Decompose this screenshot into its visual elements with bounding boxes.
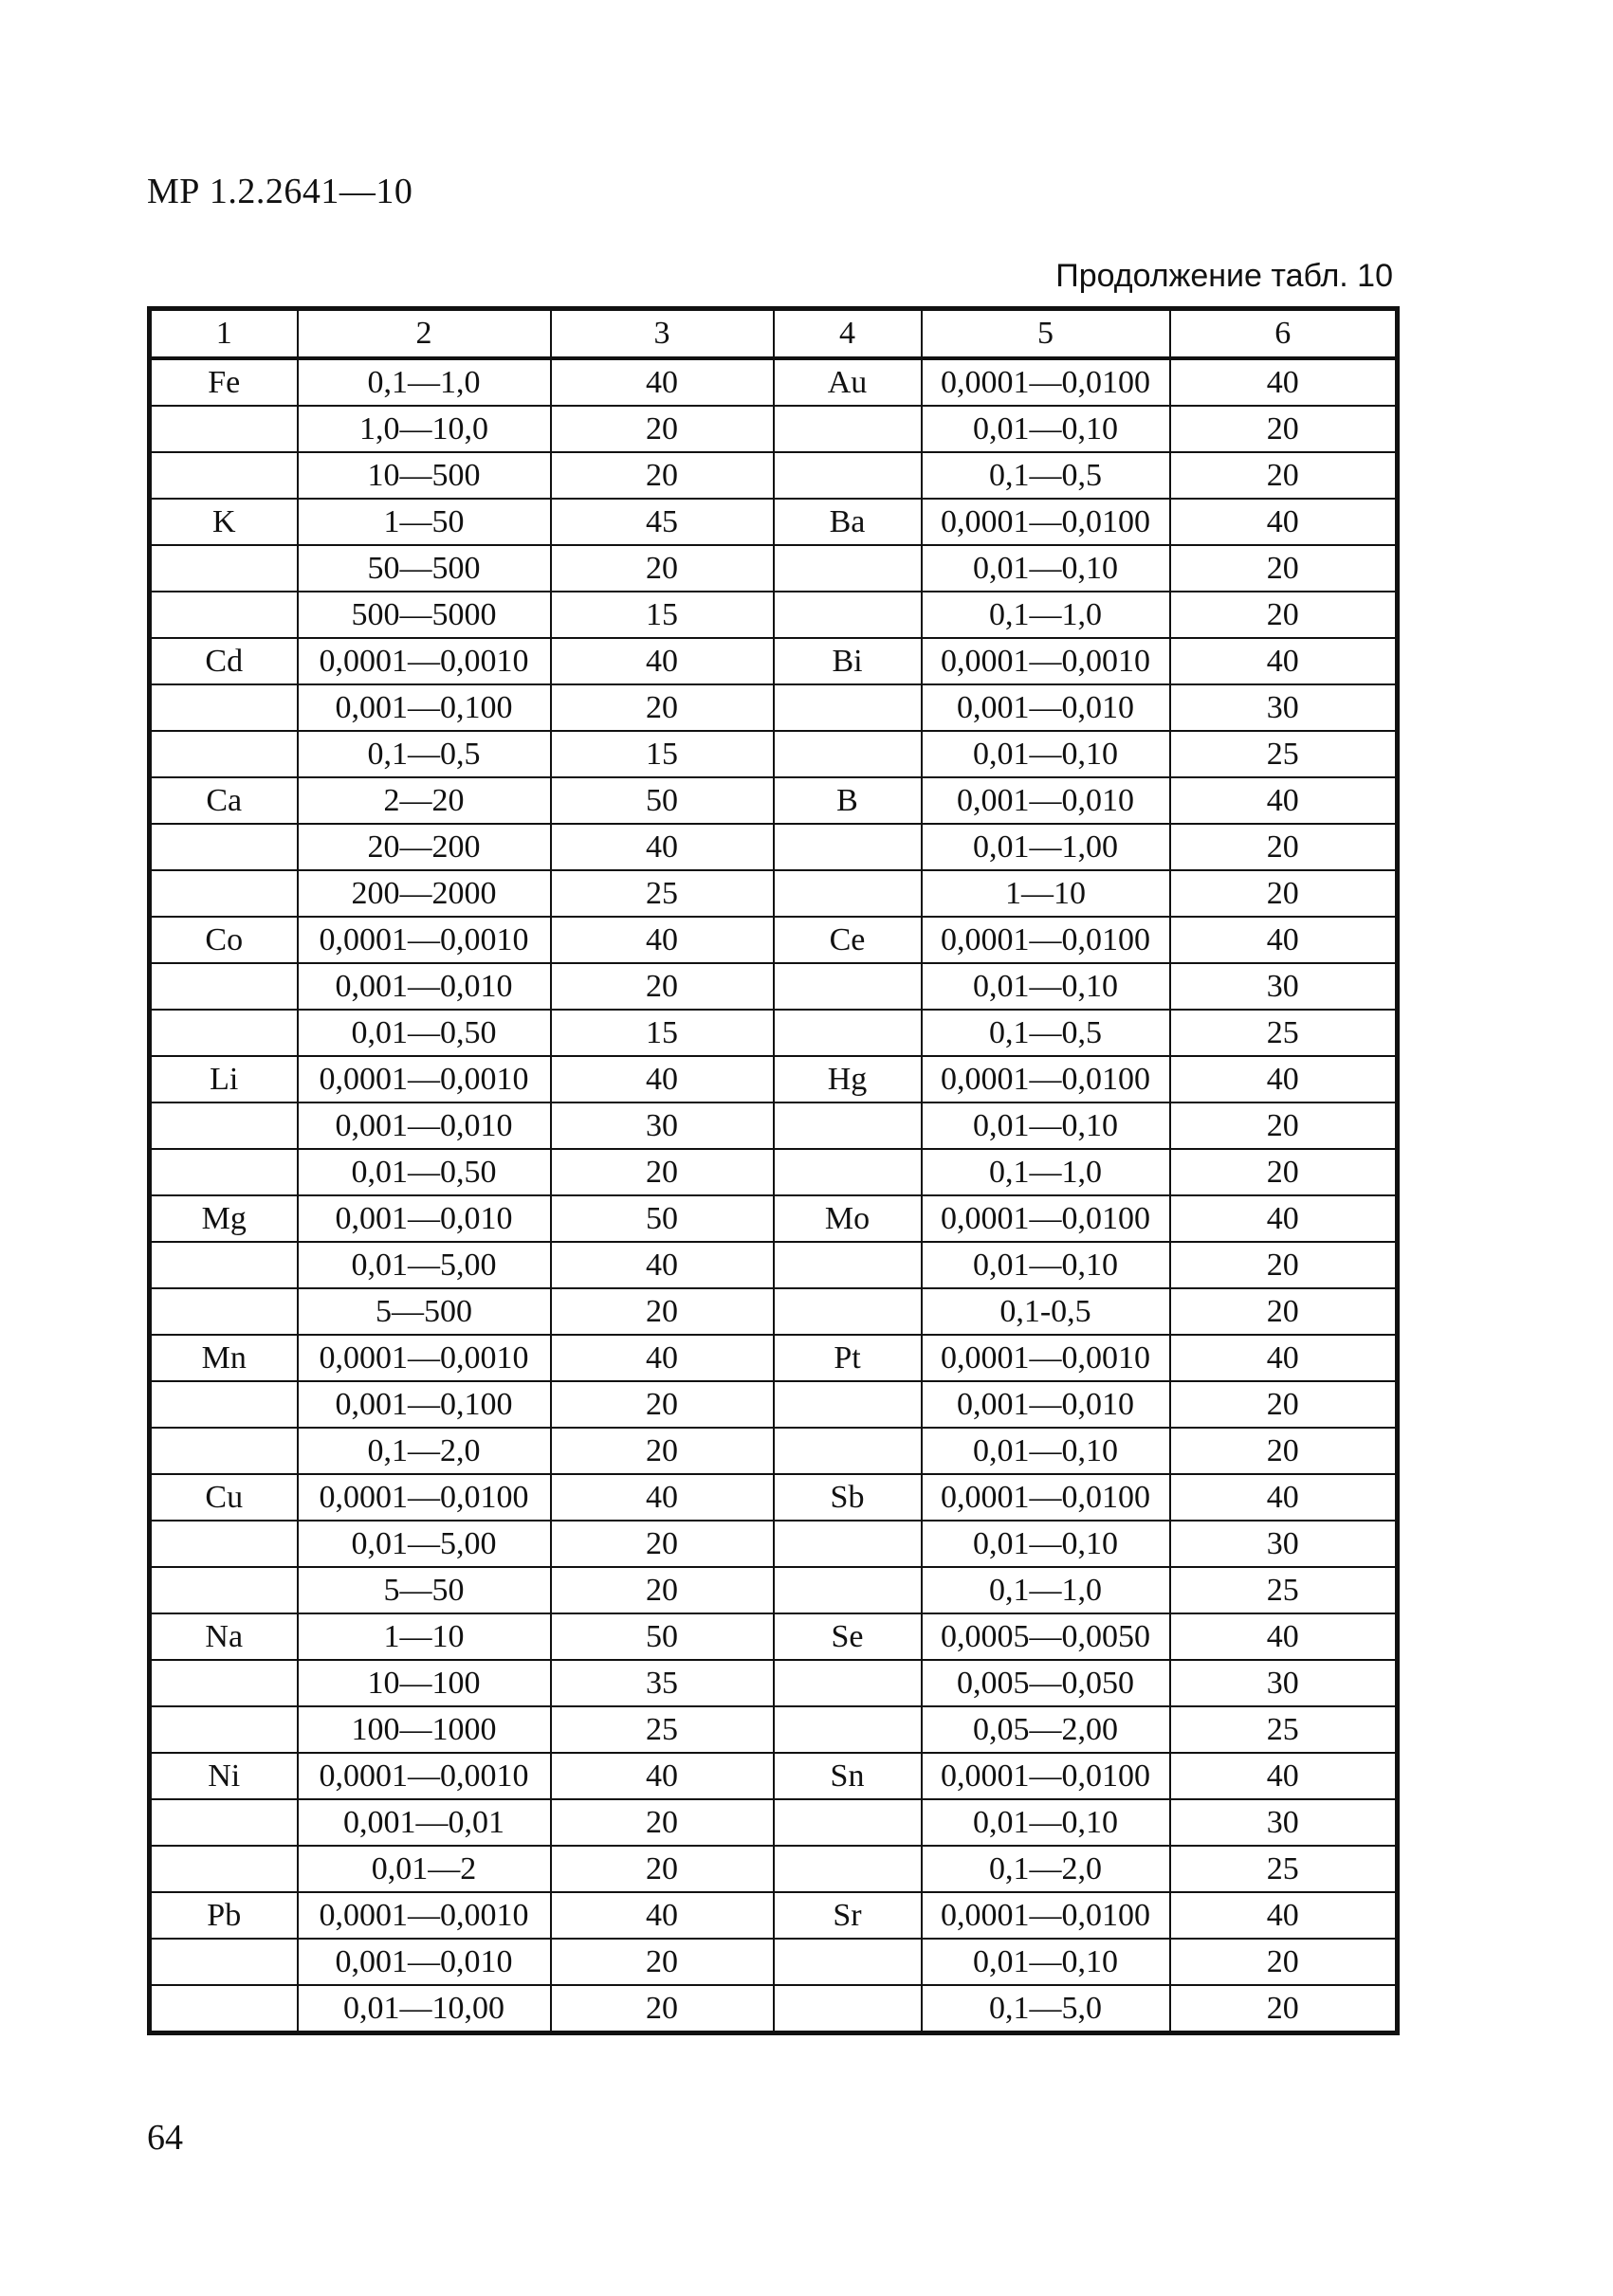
range-cell: 0,01—10,00 bbox=[298, 1985, 551, 2033]
error-cell: 20 bbox=[551, 1799, 774, 1846]
range-cell: 0,0005—0,0050 bbox=[922, 1613, 1170, 1660]
error-cell: 20 bbox=[551, 1567, 774, 1613]
table-row bbox=[150, 1521, 1398, 1567]
range-cell: 0,05—2,00 bbox=[922, 1706, 1170, 1753]
element-cell bbox=[774, 731, 922, 777]
range-cell: 0,01—2 bbox=[298, 1846, 551, 1892]
element-cell bbox=[150, 870, 298, 917]
error-cell: 40 bbox=[1170, 1613, 1398, 1660]
range-cell: 0,0001—0,0010 bbox=[922, 1335, 1170, 1381]
table-row bbox=[150, 824, 1398, 870]
table-row bbox=[150, 684, 1398, 731]
range-cell: 0,0001—0,0010 bbox=[298, 638, 551, 684]
error-cell: 40 bbox=[1170, 917, 1398, 963]
range-cell: 0,01—0,10 bbox=[922, 963, 1170, 1010]
element-cell bbox=[774, 1428, 922, 1474]
range-cell: 0,01—0,10 bbox=[922, 1242, 1170, 1288]
table-row bbox=[150, 358, 1398, 406]
element-cell bbox=[774, 1939, 922, 1985]
table-row bbox=[150, 1753, 1398, 1799]
range-cell: 0,0001—0,0010 bbox=[298, 1753, 551, 1799]
error-cell: 20 bbox=[1170, 1428, 1398, 1474]
error-cell: 20 bbox=[551, 1521, 774, 1567]
range-cell: 0,0001—0,0100 bbox=[922, 1474, 1170, 1521]
error-cell: 20 bbox=[551, 406, 774, 452]
error-cell: 50 bbox=[551, 1613, 774, 1660]
error-cell: 40 bbox=[1170, 1474, 1398, 1521]
column-header: 4 bbox=[774, 309, 922, 359]
range-cell: 0,01—0,10 bbox=[922, 1799, 1170, 1846]
error-cell: 20 bbox=[551, 684, 774, 731]
range-cell: 0,0001—0,0100 bbox=[922, 1753, 1170, 1799]
element-cell bbox=[150, 1799, 298, 1846]
table-caption: Продолжение табл. 10 bbox=[1055, 258, 1393, 294]
range-cell: 0,0001—0,0100 bbox=[922, 1892, 1170, 1939]
error-cell: 40 bbox=[1170, 1335, 1398, 1381]
document-code: МР 1.2.2641—10 bbox=[147, 172, 413, 211]
element-cell bbox=[774, 545, 922, 592]
error-cell: 30 bbox=[1170, 963, 1398, 1010]
range-cell: 1—10 bbox=[298, 1613, 551, 1660]
element-cell: Ni bbox=[150, 1753, 298, 1799]
element-cell: Fe bbox=[150, 358, 298, 406]
element-cell: Ca bbox=[150, 777, 298, 824]
error-cell: 20 bbox=[551, 963, 774, 1010]
element-cell: B bbox=[774, 777, 922, 824]
element-cell bbox=[774, 406, 922, 452]
column-header: 5 bbox=[922, 309, 1170, 359]
range-cell: 5—500 bbox=[298, 1288, 551, 1335]
range-cell: 1,0—10,0 bbox=[298, 406, 551, 452]
range-cell: 0,001—0,01 bbox=[298, 1799, 551, 1846]
table-row bbox=[150, 1660, 1398, 1706]
error-cell: 20 bbox=[1170, 406, 1398, 452]
table-row bbox=[150, 1985, 1398, 2033]
range-cell: 0,0001—0,0010 bbox=[298, 1892, 551, 1939]
range-cell: 50—500 bbox=[298, 545, 551, 592]
element-cell bbox=[150, 1428, 298, 1474]
element-cell: Ba bbox=[774, 499, 922, 545]
element-cell bbox=[150, 963, 298, 1010]
element-cell bbox=[150, 1846, 298, 1892]
error-cell: 20 bbox=[551, 1288, 774, 1335]
table-row bbox=[150, 452, 1398, 499]
range-cell: 0,001—0,010 bbox=[922, 777, 1170, 824]
range-cell: 0,01—5,00 bbox=[298, 1521, 551, 1567]
table-row bbox=[150, 1567, 1398, 1613]
error-cell: 25 bbox=[1170, 1010, 1398, 1056]
error-cell: 30 bbox=[1170, 684, 1398, 731]
range-cell: 0,01—5,00 bbox=[298, 1242, 551, 1288]
range-cell: 100—1000 bbox=[298, 1706, 551, 1753]
error-cell: 40 bbox=[551, 1474, 774, 1521]
element-cell bbox=[774, 1288, 922, 1335]
element-cell: Pt bbox=[774, 1335, 922, 1381]
error-cell: 40 bbox=[551, 1335, 774, 1381]
element-cell bbox=[774, 1149, 922, 1195]
range-cell: 0,01—0,50 bbox=[298, 1010, 551, 1056]
error-cell: 20 bbox=[551, 1846, 774, 1892]
element-cell bbox=[150, 731, 298, 777]
table-row bbox=[150, 1056, 1398, 1102]
range-cell: 0,01—0,10 bbox=[922, 1102, 1170, 1149]
range-cell: 0,0001—0,0100 bbox=[922, 917, 1170, 963]
error-cell: 25 bbox=[551, 870, 774, 917]
element-cell bbox=[774, 1660, 922, 1706]
element-cell: K bbox=[150, 499, 298, 545]
element-cell bbox=[150, 1567, 298, 1613]
range-cell: 0,1-0,5 bbox=[922, 1288, 1170, 1335]
table-row bbox=[150, 917, 1398, 963]
element-cell bbox=[150, 1102, 298, 1149]
range-cell: 0,0001—0,0100 bbox=[922, 358, 1170, 406]
element-cell bbox=[150, 1939, 298, 1985]
range-cell: 0,0001—0,0100 bbox=[922, 1195, 1170, 1242]
column-header: 3 bbox=[551, 309, 774, 359]
range-cell: 500—5000 bbox=[298, 592, 551, 638]
error-cell: 25 bbox=[551, 1706, 774, 1753]
table-header-row bbox=[150, 309, 1398, 359]
error-cell: 20 bbox=[1170, 1381, 1398, 1428]
error-cell: 40 bbox=[551, 917, 774, 963]
range-cell: 0,1—1,0 bbox=[922, 592, 1170, 638]
table-row bbox=[150, 592, 1398, 638]
error-cell: 20 bbox=[551, 1985, 774, 2033]
element-cell bbox=[150, 592, 298, 638]
error-cell: 20 bbox=[1170, 1985, 1398, 2033]
range-cell: 0,01—0,10 bbox=[922, 1428, 1170, 1474]
error-cell: 40 bbox=[551, 1056, 774, 1102]
range-cell: 0,01—0,10 bbox=[922, 731, 1170, 777]
range-cell: 10—500 bbox=[298, 452, 551, 499]
table-row bbox=[150, 1799, 1398, 1846]
error-cell: 40 bbox=[551, 638, 774, 684]
element-cell bbox=[150, 1242, 298, 1288]
element-cell bbox=[774, 1706, 922, 1753]
error-cell: 40 bbox=[1170, 1195, 1398, 1242]
element-cell bbox=[774, 1381, 922, 1428]
range-cell: 0,001—0,010 bbox=[298, 1102, 551, 1149]
table-row bbox=[150, 777, 1398, 824]
error-cell: 20 bbox=[551, 545, 774, 592]
range-cell: 0,1—5,0 bbox=[922, 1985, 1170, 2033]
element-cell: Cd bbox=[150, 638, 298, 684]
element-cell bbox=[150, 1381, 298, 1428]
table-row bbox=[150, 1892, 1398, 1939]
range-cell: 0,0001—0,0010 bbox=[922, 638, 1170, 684]
element-cell bbox=[150, 1985, 298, 2033]
error-cell: 20 bbox=[551, 1381, 774, 1428]
error-cell: 50 bbox=[551, 777, 774, 824]
error-cell: 50 bbox=[551, 1195, 774, 1242]
table-row bbox=[150, 499, 1398, 545]
element-cell: Sr bbox=[774, 1892, 922, 1939]
element-cell bbox=[774, 684, 922, 731]
table-row bbox=[150, 1428, 1398, 1474]
error-cell: 40 bbox=[1170, 1892, 1398, 1939]
element-cell: Au bbox=[774, 358, 922, 406]
error-cell: 20 bbox=[1170, 452, 1398, 499]
error-cell: 40 bbox=[551, 1892, 774, 1939]
table-row bbox=[150, 1613, 1398, 1660]
range-cell: 0,01—1,00 bbox=[922, 824, 1170, 870]
element-cell bbox=[150, 1706, 298, 1753]
error-cell: 40 bbox=[1170, 358, 1398, 406]
element-cell: Na bbox=[150, 1613, 298, 1660]
table-row bbox=[150, 963, 1398, 1010]
error-cell: 40 bbox=[551, 1242, 774, 1288]
error-cell: 15 bbox=[551, 1010, 774, 1056]
element-cell bbox=[774, 1846, 922, 1892]
data-table bbox=[147, 306, 1400, 2035]
table-row bbox=[150, 870, 1398, 917]
table-row bbox=[150, 1242, 1398, 1288]
range-cell: 0,1—0,5 bbox=[922, 452, 1170, 499]
error-cell: 20 bbox=[1170, 592, 1398, 638]
error-cell: 15 bbox=[551, 592, 774, 638]
element-cell: Se bbox=[774, 1613, 922, 1660]
column-header: 1 bbox=[150, 309, 298, 359]
element-cell bbox=[774, 870, 922, 917]
error-cell: 20 bbox=[1170, 545, 1398, 592]
table-body bbox=[150, 358, 1398, 2033]
range-cell: 0,001—0,010 bbox=[922, 684, 1170, 731]
error-cell: 20 bbox=[551, 452, 774, 499]
range-cell: 0,001—0,010 bbox=[298, 963, 551, 1010]
element-cell bbox=[774, 1567, 922, 1613]
table-row bbox=[150, 1335, 1398, 1381]
error-cell: 40 bbox=[1170, 1753, 1398, 1799]
range-cell: 0,0001—0,0100 bbox=[298, 1474, 551, 1521]
element-cell bbox=[774, 1799, 922, 1846]
error-cell: 20 bbox=[1170, 824, 1398, 870]
element-cell bbox=[774, 1102, 922, 1149]
error-cell: 35 bbox=[551, 1660, 774, 1706]
error-cell: 25 bbox=[1170, 1706, 1398, 1753]
element-cell bbox=[774, 592, 922, 638]
table-row bbox=[150, 1474, 1398, 1521]
error-cell: 25 bbox=[1170, 731, 1398, 777]
range-cell: 0,1—2,0 bbox=[298, 1428, 551, 1474]
range-cell: 5—50 bbox=[298, 1567, 551, 1613]
range-cell: 0,01—0,10 bbox=[922, 406, 1170, 452]
range-cell: 2—20 bbox=[298, 777, 551, 824]
range-cell: 0,1—1,0 bbox=[298, 358, 551, 406]
error-cell: 30 bbox=[1170, 1799, 1398, 1846]
element-cell: Ce bbox=[774, 917, 922, 963]
error-cell: 40 bbox=[551, 1753, 774, 1799]
error-cell: 40 bbox=[551, 824, 774, 870]
range-cell: 10—100 bbox=[298, 1660, 551, 1706]
table-row bbox=[150, 1195, 1398, 1242]
element-cell: Mn bbox=[150, 1335, 298, 1381]
data-table-container bbox=[147, 306, 1395, 2035]
range-cell: 20—200 bbox=[298, 824, 551, 870]
range-cell: 0,1—0,5 bbox=[922, 1010, 1170, 1056]
error-cell: 40 bbox=[551, 358, 774, 406]
element-cell bbox=[150, 824, 298, 870]
element-cell: Co bbox=[150, 917, 298, 963]
element-cell: Li bbox=[150, 1056, 298, 1102]
table-row bbox=[150, 1939, 1398, 1985]
error-cell: 20 bbox=[1170, 870, 1398, 917]
element-cell: Mg bbox=[150, 1195, 298, 1242]
range-cell: 0,0001—0,0010 bbox=[298, 1056, 551, 1102]
range-cell: 0,1—2,0 bbox=[922, 1846, 1170, 1892]
range-cell: 200—2000 bbox=[298, 870, 551, 917]
error-cell: 30 bbox=[551, 1102, 774, 1149]
range-cell: 0,0001—0,0100 bbox=[922, 1056, 1170, 1102]
element-cell bbox=[150, 1149, 298, 1195]
range-cell: 0,01—0,10 bbox=[922, 1939, 1170, 1985]
range-cell: 0,001—0,010 bbox=[922, 1381, 1170, 1428]
error-cell: 30 bbox=[1170, 1660, 1398, 1706]
table-row bbox=[150, 731, 1398, 777]
element-cell: Sn bbox=[774, 1753, 922, 1799]
table-row bbox=[150, 1288, 1398, 1335]
error-cell: 20 bbox=[1170, 1149, 1398, 1195]
element-cell bbox=[774, 1242, 922, 1288]
table-row bbox=[150, 1846, 1398, 1892]
range-cell: 0,001—0,010 bbox=[298, 1195, 551, 1242]
error-cell: 15 bbox=[551, 731, 774, 777]
error-cell: 45 bbox=[551, 499, 774, 545]
table-row bbox=[150, 638, 1398, 684]
range-cell: 0,1—0,5 bbox=[298, 731, 551, 777]
range-cell: 0,01—0,10 bbox=[922, 545, 1170, 592]
range-cell: 0,0001—0,0010 bbox=[298, 1335, 551, 1381]
element-cell bbox=[150, 452, 298, 499]
table-row bbox=[150, 1149, 1398, 1195]
element-cell bbox=[150, 1521, 298, 1567]
error-cell: 30 bbox=[1170, 1521, 1398, 1567]
table-row bbox=[150, 1102, 1398, 1149]
range-cell: 0,005—0,050 bbox=[922, 1660, 1170, 1706]
element-cell: Hg bbox=[774, 1056, 922, 1102]
element-cell bbox=[774, 1985, 922, 2033]
error-cell: 20 bbox=[1170, 1242, 1398, 1288]
column-header: 2 bbox=[298, 309, 551, 359]
error-cell: 25 bbox=[1170, 1567, 1398, 1613]
range-cell: 0,0001—0,0100 bbox=[922, 499, 1170, 545]
range-cell: 0,001—0,100 bbox=[298, 1381, 551, 1428]
element-cell bbox=[774, 963, 922, 1010]
element-cell: Sb bbox=[774, 1474, 922, 1521]
element-cell bbox=[774, 1010, 922, 1056]
element-cell: Cu bbox=[150, 1474, 298, 1521]
table-row bbox=[150, 406, 1398, 452]
element-cell bbox=[774, 1521, 922, 1567]
range-cell: 1—50 bbox=[298, 499, 551, 545]
error-cell: 25 bbox=[1170, 1846, 1398, 1892]
column-header: 6 bbox=[1170, 309, 1398, 359]
table-row bbox=[150, 1706, 1398, 1753]
element-cell bbox=[150, 1010, 298, 1056]
element-cell bbox=[150, 406, 298, 452]
element-cell bbox=[150, 684, 298, 731]
error-cell: 40 bbox=[1170, 499, 1398, 545]
range-cell: 0,0001—0,0010 bbox=[298, 917, 551, 963]
range-cell: 0,1—1,0 bbox=[922, 1149, 1170, 1195]
element-cell: Pb bbox=[150, 1892, 298, 1939]
error-cell: 20 bbox=[1170, 1102, 1398, 1149]
range-cell: 1—10 bbox=[922, 870, 1170, 917]
error-cell: 20 bbox=[551, 1149, 774, 1195]
element-cell: Bi bbox=[774, 638, 922, 684]
error-cell: 40 bbox=[1170, 777, 1398, 824]
page-number: 64 bbox=[147, 2118, 183, 2158]
error-cell: 20 bbox=[1170, 1288, 1398, 1335]
table-row bbox=[150, 545, 1398, 592]
error-cell: 20 bbox=[551, 1939, 774, 1985]
table-row bbox=[150, 1381, 1398, 1428]
error-cell: 40 bbox=[1170, 638, 1398, 684]
error-cell: 20 bbox=[551, 1428, 774, 1474]
element-cell bbox=[774, 452, 922, 499]
element-cell bbox=[150, 1288, 298, 1335]
range-cell: 0,001—0,010 bbox=[298, 1939, 551, 1985]
error-cell: 40 bbox=[1170, 1056, 1398, 1102]
range-cell: 0,1—1,0 bbox=[922, 1567, 1170, 1613]
element-cell bbox=[150, 1660, 298, 1706]
range-cell: 0,001—0,100 bbox=[298, 684, 551, 731]
error-cell: 20 bbox=[1170, 1939, 1398, 1985]
element-cell bbox=[774, 824, 922, 870]
element-cell: Mo bbox=[774, 1195, 922, 1242]
element-cell bbox=[150, 545, 298, 592]
range-cell: 0,01—0,50 bbox=[298, 1149, 551, 1195]
range-cell: 0,01—0,10 bbox=[922, 1521, 1170, 1567]
table-row bbox=[150, 1010, 1398, 1056]
